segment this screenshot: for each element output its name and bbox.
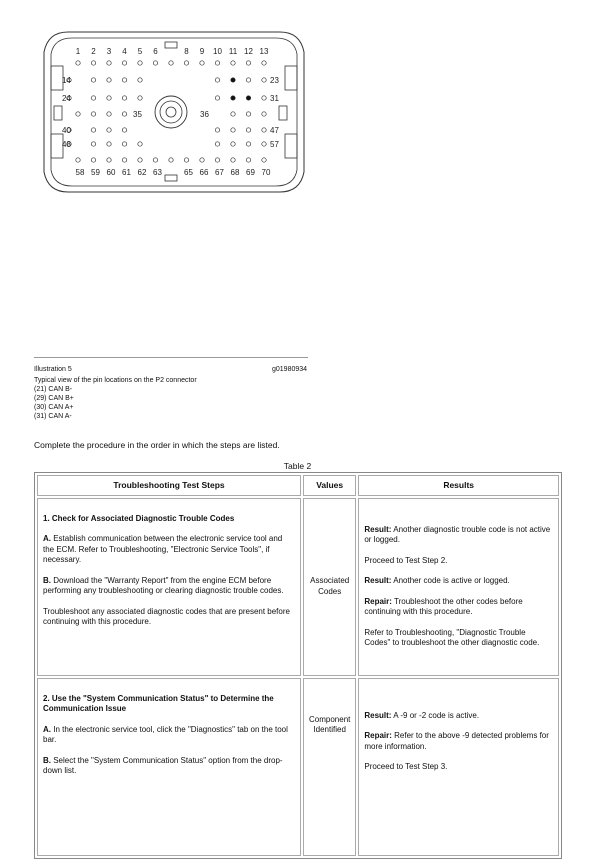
pin-label-bottom: 62 [137, 168, 147, 177]
caption-pin: (31) CAN A- [34, 413, 72, 420]
step-instruction: B. Select the "System Communication Status" option from the drop-down list. [43, 755, 283, 775]
connector-pin [91, 96, 95, 100]
connector-pin [246, 61, 250, 65]
connector-pin [246, 112, 250, 116]
connector-pin [246, 142, 250, 146]
connector-pin [215, 142, 219, 146]
header-steps: Troubleshooting Test Steps [37, 475, 301, 496]
pin-label-top: 9 [199, 47, 205, 56]
connector-pin [184, 61, 188, 65]
pin-label-bottom: 58 [75, 168, 85, 177]
caption-pin: (29) CAN B+ [34, 395, 74, 402]
connector-pin [91, 128, 95, 132]
pin-label-bottom: 60 [106, 168, 116, 177]
pin-label-57: 57 [270, 140, 279, 149]
connector-pin [231, 158, 235, 162]
connector-pin [107, 142, 111, 146]
connector-pin [246, 128, 250, 132]
pin-label-bottom: 69 [246, 168, 255, 177]
connector-pin [107, 96, 111, 100]
pin-label-top: 12 [244, 47, 253, 56]
pin-label-top: 6 [153, 47, 158, 56]
header-values: Values [303, 475, 356, 496]
connector-pin [215, 96, 219, 100]
connector-pin [138, 158, 142, 162]
connector-pin [122, 78, 126, 82]
result-cell [358, 498, 559, 676]
connector-pin [246, 158, 250, 162]
connector-pin [107, 78, 111, 82]
pin-label-23: 23 [270, 76, 279, 85]
connector-pin [262, 96, 266, 100]
step-title: 1. Check for Associated Diagnostic Trouble Codes [43, 513, 235, 523]
pin-label-bottom: 63 [153, 168, 162, 177]
step-cell [37, 678, 301, 856]
connector-pin [91, 158, 95, 162]
connector-pin [262, 158, 266, 162]
pin-label-14: 14 [62, 76, 71, 85]
table-row [37, 678, 559, 856]
pin-grid [67, 61, 266, 162]
p2-connector-illustration [38, 30, 310, 196]
connector-pin [76, 61, 80, 65]
pin-label-top: 2 [91, 47, 96, 56]
pin-label-31: 31 [270, 94, 279, 103]
pin-label-top: 10 [213, 47, 222, 56]
result-text: Proceed to Test Step 3. [364, 762, 448, 771]
pin-label-bottom: 61 [122, 168, 131, 177]
connector-pin [262, 142, 266, 146]
connector-pin [107, 61, 111, 65]
pin-label-48: 48 [62, 140, 71, 149]
result-text: Result: Another code is active or logged. [364, 576, 510, 585]
header-results: Results [358, 475, 559, 496]
connector-pin [153, 158, 157, 162]
connector-pin [91, 78, 95, 82]
result-text: Result: A -9 or -2 code is active. [364, 710, 480, 720]
pin-label-top: 1 [75, 47, 81, 56]
illustration-label: Illustration 5 [34, 366, 72, 373]
connector-pin [122, 96, 126, 100]
pin-label-24: 24 [62, 94, 71, 103]
connector-pin [91, 61, 95, 65]
pin-label-top: 3 [106, 47, 112, 56]
value-cell: Associated Codes [303, 498, 356, 676]
repair-text: Repair: Troubleshoot the other codes before continuing with this procedure. [364, 596, 523, 616]
connector-pin [231, 61, 235, 65]
connector-pin [262, 78, 266, 82]
connector-pin [107, 158, 111, 162]
value-cell: Component Identified [303, 678, 356, 856]
caption-description: Typical view of the pin locations on the P2 connector [34, 377, 197, 384]
illustration-code: g01980934 [272, 366, 308, 373]
pin-label-top: 13 [259, 47, 269, 56]
connector-pin [122, 142, 126, 146]
connector-pin [262, 128, 266, 132]
pin-numbers-bottom [76, 168, 271, 177]
result-cell [358, 678, 559, 856]
pin-label-36: 36 [200, 110, 209, 119]
pin-label-top: 11 [228, 47, 238, 56]
connector-pin [200, 61, 204, 65]
repair-text: Repair: Refer to the above -9 detected problems for more information. [364, 731, 549, 751]
connector-pin [138, 61, 142, 65]
step-instruction: A. In the electronic service tool, click the "Diagnostics" tab on the tool bar. [43, 724, 288, 744]
table-row [37, 498, 559, 676]
connector-pin [91, 142, 95, 146]
pin-label-bottom: 67 [215, 168, 224, 177]
pin-label-bottom: 65 [184, 168, 193, 177]
connector-pin [215, 158, 219, 162]
pin-label-top: 8 [184, 47, 189, 56]
connector-pin [231, 142, 235, 146]
pin-label-bottom: 59 [91, 168, 100, 177]
troubleshooting-table [34, 472, 562, 859]
step-title: 2. Use the "System Communication Status" to Determine the Communication Issue [43, 693, 274, 713]
connector-pin [231, 128, 235, 132]
connector-pin [262, 112, 266, 116]
pin-label-top: 4 [122, 47, 127, 56]
connector-pin [76, 112, 80, 116]
connector-pin [138, 96, 142, 100]
connector-pin [262, 61, 266, 65]
caption-pin: (30) CAN A+ [34, 404, 74, 411]
caption-pin: (21) CAN B- [34, 386, 73, 393]
pin-label-bottom: 66 [199, 168, 209, 177]
result-text: Proceed to Test Step 2. [364, 555, 448, 565]
pin-label-bottom: 68 [230, 168, 240, 177]
connector-pin [246, 96, 250, 100]
caption-rule [34, 357, 308, 358]
connector-pin [246, 78, 250, 82]
connector-pin [231, 112, 235, 116]
table-header-row [37, 475, 559, 496]
procedure-intro: Complete the procedure in the order in which the steps are listed. [34, 440, 280, 450]
step-instruction: Troubleshoot any associated diagnostic codes that are present before continuing with this procedure. [43, 606, 290, 626]
pin-label-top: 5 [137, 47, 143, 56]
caption-text [34, 376, 197, 421]
connector-pin [91, 112, 95, 116]
pin-label-bottom: 70 [261, 168, 271, 177]
connector-pin [169, 158, 173, 162]
connector-pin [215, 128, 219, 132]
connector-pin [138, 78, 142, 82]
result-text: Refer to Troubleshooting, "Diagnostic Trouble Codes" to troubleshoot the other diagnostic code. [364, 627, 540, 647]
result-text: Result: Another diagnostic trouble code is not active or logged. [364, 524, 551, 544]
connector-pin [215, 61, 219, 65]
connector-pin [153, 61, 157, 65]
connector-pin [231, 96, 235, 100]
step-instruction: A. Establish communication between the electronic service tool and the ECM. Refer to Troubleshooting, "Electronic Service Tools", if necessary. [43, 534, 283, 564]
connector-pin [184, 158, 188, 162]
step-cell [37, 498, 301, 676]
connector-pin [122, 158, 126, 162]
pin-label-35: 35 [133, 110, 142, 119]
pin-label-40: 40 [62, 126, 71, 135]
connector-pin [122, 61, 126, 65]
step-instruction: B. Download the "Warranty Report" from the engine ECM before performing any troubleshooting or clearing diagnostic trouble codes. [43, 575, 284, 595]
connector-pin [231, 78, 235, 82]
connector-pin [122, 128, 126, 132]
connector-pin [107, 112, 111, 116]
connector-pin [138, 142, 142, 146]
connector-pin [76, 158, 80, 162]
pin-label-47: 47 [270, 126, 279, 135]
table-title: Table 2 [283, 461, 312, 471]
connector-pin [122, 112, 126, 116]
connector-pin [107, 128, 111, 132]
connector-pin [215, 78, 219, 82]
connector-pin [169, 61, 173, 65]
connector-pin [200, 158, 204, 162]
